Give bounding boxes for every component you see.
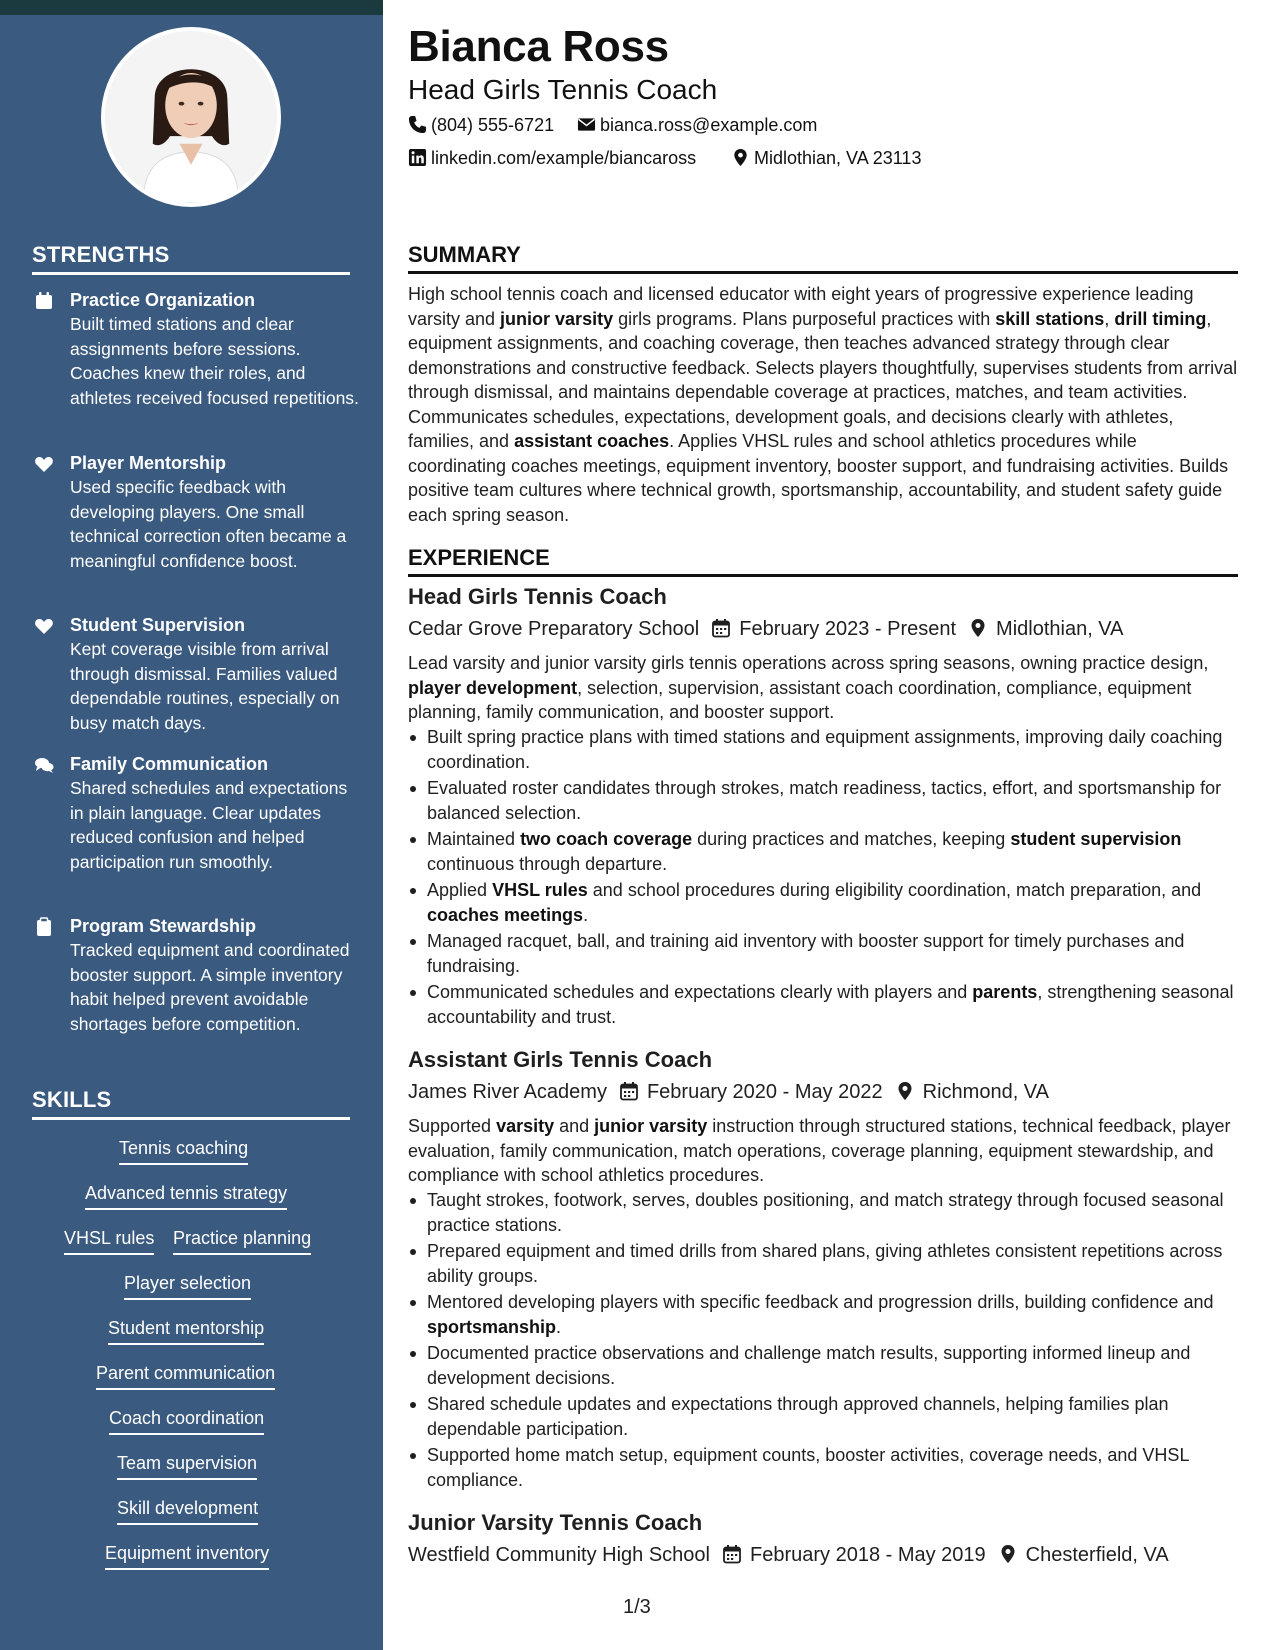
profile-photo [105, 31, 277, 203]
job-location: Richmond, VA [922, 1081, 1050, 1103]
list-item: Shared schedule updates and expectations through approved channels, helping families plan dependable participation. [408, 1392, 1238, 1441]
avatar [101, 27, 281, 207]
strength-description: Kept coverage visible from arrival through dismissal. Families valued dependable routines, especially on busy match days. [70, 639, 340, 733]
job-description: Lead varsity and junior varsity girls tennis operations across spring seasons, owning practice design, player development, selection, supervision, assistant coach coordination, compliance, equipment planning, family communication, and booster support. [408, 653, 1209, 722]
job-meta [408, 1079, 1049, 1105]
strengths-title: STRENGTHS [32, 242, 170, 267]
envelope-icon [577, 115, 596, 134]
job-dates: February 2018 - May 2019 [749, 1544, 986, 1566]
calendar-icon [722, 1544, 742, 1564]
strength-title: Program Stewardship [70, 916, 257, 936]
map-pin-icon [998, 1544, 1018, 1564]
strengths-divider [32, 272, 350, 275]
linkedin-icon [408, 148, 427, 167]
skill-tag: Tennis coaching [119, 1136, 248, 1165]
strength-description: Tracked equipment and coordinated booster support. A simple inventory habit helped prevent avoidable shortages before competition. [70, 940, 350, 1034]
list-item: Managed racquet, ball, and training aid inventory with booster support for timely purchases and fundraising. [408, 929, 1238, 978]
experience-divider [408, 574, 1238, 577]
candidate-name: Bianca Ross [408, 22, 669, 71]
skill-tag: Player selection [124, 1271, 251, 1300]
job-location: Midlothian, VA [996, 618, 1124, 640]
heart-icon [34, 616, 54, 636]
map-pin-icon [968, 618, 988, 638]
skill-tag: Practice planning [173, 1226, 311, 1255]
skill-tag: VHSL rules [64, 1226, 154, 1255]
candidate-headline: Head Girls Tennis Coach [408, 74, 718, 105]
comments-icon [34, 755, 54, 775]
strength-title: Student Supervision [70, 615, 246, 635]
phone-text: (804) 555-6721 [431, 115, 555, 135]
skill-tag: Skill development [117, 1496, 258, 1525]
map-pin-icon [895, 1081, 915, 1101]
list-item: Prepared equipment and timed drills from shared plans, giving athletes consistent repetitions across ability groups. [408, 1239, 1238, 1288]
list-item: Supported home match setup, equipment counts, booster activities, coverage needs, and VHSL compliance. [408, 1443, 1238, 1492]
job-company: Westfield Community High School [408, 1544, 710, 1566]
calendar-icon [34, 291, 54, 311]
skills-divider [32, 1117, 350, 1120]
phone-icon [408, 115, 427, 134]
list-item: Evaluated roster candidates through strokes, match readiness, tactics, effort, and sportsmanship for balanced selection. [408, 776, 1238, 825]
strength-description: Built timed stations and clear assignments before sessions. Coaches knew their roles, and athletes received focused repetitions. [70, 314, 359, 408]
job-bullets [408, 1188, 1238, 1494]
summary-title: SUMMARY [408, 242, 521, 267]
skill-tag: Parent communication [96, 1361, 275, 1390]
heart-icon [34, 454, 54, 474]
strength-description: Used specific feedback with developing players. One small technical correction often became a meaningful confidence boost. [70, 477, 347, 571]
calendar-icon [619, 1081, 639, 1101]
skill-tag: Team supervision [117, 1451, 257, 1480]
job-company: James River Academy [408, 1081, 607, 1103]
calendar-icon [711, 618, 731, 638]
list-item: Mentored developing players with specific feedback and progression drills, building confidence and sportsmanship. [408, 1290, 1238, 1339]
strength-description: Shared schedules and expectations in plain language. Clear updates reduced confusion and helped participation run smoothly. [70, 778, 348, 872]
contact-email[interactable] [577, 113, 817, 137]
list-item: Applied VHSL rules and school procedures during eligibility coordination, match preparation, and coaches meetings. [408, 878, 1238, 927]
list-item: Maintained two coach coverage during practices and matches, keeping student supervision continuous through departure. [408, 827, 1238, 876]
summary-text: High school tennis coach and licensed educator with eight years of progressive experience leading varsity and junior varsity girls programs. Plans purposeful practices with skill stations, drill timing, equipment assignments, and coaching coverage, then teaches advanced strategy through clear demonstrations and constructive feedback. Selects players thoughtfully, supervises students from arrival through dismissal, and maintains dependable coverage at practices, matches, and team activities. Communicates schedules, expectations, development goals, and decisions clearly with athletes, families, and assistant coaches. Applies VHSL rules and school athletics procedures while coordinating coaches meetings, equipment inventory, booster support, and fundraising activities. Builds positive team cultures where technical growth, sportsmanship, accountability, and student safety guide each spring season. [408, 284, 1238, 525]
contact-linkedin[interactable] [408, 146, 696, 170]
sidebar-top-bar [0, 0, 383, 15]
page-number: 1/3 [623, 1596, 651, 1618]
list-item: Taught strokes, footwork, serves, doubles positioning, and match strategy through focused seasonal practice stations. [408, 1188, 1238, 1237]
email-link[interactable]: bianca.ross@example.com [600, 115, 818, 135]
list-item: Documented practice observations and challenge match results, supporting informed lineup and development decisions. [408, 1341, 1238, 1390]
clipboard-icon [34, 917, 54, 937]
summary-divider [408, 271, 1238, 274]
location-text: Midlothian, VA 23113 [754, 148, 922, 168]
job-meta [408, 616, 1124, 642]
list-item: Built spring practice plans with timed stations and equipment assignments, improving daily coaching coordination. [408, 725, 1238, 774]
linkedin-link[interactable]: linkedin.com/example/biancaross [431, 148, 697, 168]
job-dates: February 2020 - May 2022 [646, 1081, 883, 1103]
contact-phone [408, 113, 554, 137]
job-title: Junior Varsity Tennis Coach [408, 1510, 703, 1535]
strength-title: Family Communication [70, 754, 269, 774]
sidebar [0, 0, 383, 1650]
map-pin-icon [731, 148, 750, 167]
skill-tag: Student mentorship [108, 1316, 264, 1345]
skills-title: SKILLS [32, 1087, 112, 1112]
job-bullets [408, 725, 1238, 1031]
strength-title: Player Mentorship [70, 453, 227, 473]
job-dates: February 2023 - Present [739, 618, 957, 640]
list-item: Communicated schedules and expectations clearly with players and parents, strengthening seasonal accountability and trust. [408, 980, 1238, 1029]
skill-tag: Advanced tennis strategy [85, 1181, 287, 1210]
contact-location [731, 146, 921, 170]
skill-tag: Equipment inventory [105, 1541, 269, 1570]
job-location: Chesterfield, VA [1025, 1544, 1169, 1566]
strength-title: Practice Organization [70, 290, 256, 310]
job-company: Cedar Grove Preparatory School [408, 618, 700, 640]
experience-title: EXPERIENCE [408, 545, 550, 570]
job-meta [408, 1542, 1169, 1568]
job-description: Supported varsity and junior varsity instruction through structured stations, technical feedback, player evaluation, family communication, match operations, coverage planning, equipment stewardship, and compliance with school athletics procedures. [408, 1116, 1231, 1185]
job-title: Assistant Girls Tennis Coach [408, 1047, 713, 1072]
job-title: Head Girls Tennis Coach [408, 584, 667, 609]
skill-tag: Coach coordination [109, 1406, 264, 1435]
